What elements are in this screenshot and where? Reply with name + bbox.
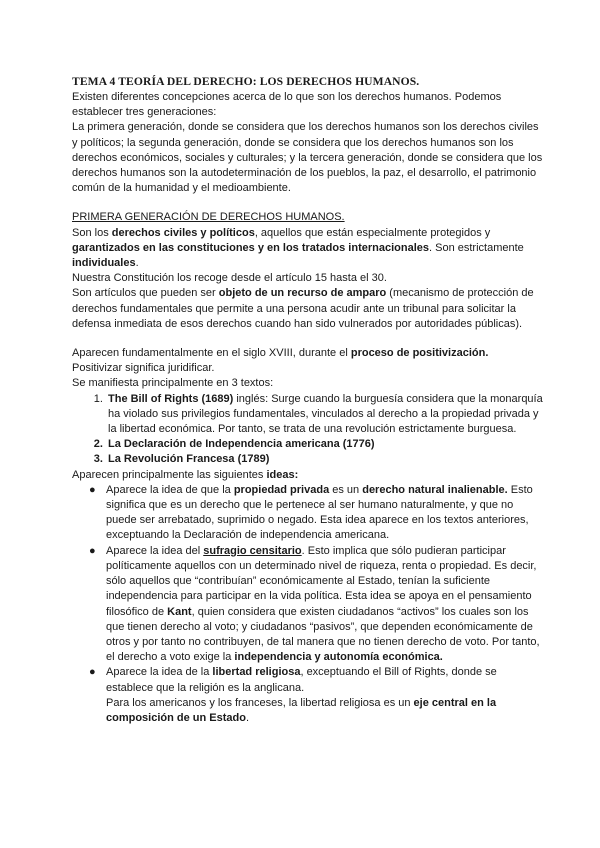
section-paragraph-6: Se manifiesta principalmente en 3 textos:	[72, 377, 274, 390]
list-item: ● Aparece la idea de que la propiedad privada es un derecho natural inalienable. Esto significa que es un derecho que le pertenece al ser humano naturalmente, y que no puede ser arrebatado, suprimido o negado. Esta idea aparece en los textos anteriores, exceptuando la Declaración de independencia americana.	[89, 483, 533, 542]
list-item: 1. The Bill of Rights (1689) inglés: Surge cuando la burguesía considera que la monarquía ha violado sus privilegios fundamentales, vinculados al derecho a la propiedad privada y la libertad económica. Por tanto, se trata de una revolución estrictamente burguesa.	[106, 392, 544, 438]
page-title: TEMA 4 TEORÍA DEL DERECHO: LOS DERECHOS HUMANOS.	[72, 75, 420, 88]
section-paragraph-4: Aparecen fundamentalmente en el siglo XVIII, durante el proceso de positivización.	[72, 347, 489, 360]
section-paragraph-2: Nuestra Constitución los recoge desde el artículo 15 hasta el 30.	[72, 272, 387, 285]
intro-paragraph-2: La primera generación, donde se considera que los derechos humanos son los derechos civiles y políticos; la segunda generación, donde se considera que los derechos humanos son los derechos económicos, sociales y culturales; y la tercera generación, donde se considera que los derechos humanos son la autodeterminación de los pueblos, la paz, el desarrollo, el patrimonio común de la humanidad y el medioambiente.	[72, 121, 543, 195]
spacer	[72, 196, 544, 210]
list-item: ● Aparece la idea del sufragio censitario. Esto implica que sólo pudieran participar políticamente aquellos con un determinado nivel de riqueza, renta o propiedad. Es decir, sólo aquellos que “contribuían” económicamente al Estado, tenían la suficiente independencia para participar en la vida política. Esta idea se apoya en el pensamiento filosófico de Kant, quien considera que existen ciudadanos “activos” los cuales son los que tienen derecho al voto; y ciudadanos “pasivos”, que dependen económicamente de otros y por tanto no contribuyen, de tal manera que no tienen derecho de voto. Por tanto, el derecho a voto exige la independencia y autonomía económica.	[89, 544, 540, 664]
bullet-icon: ●	[89, 666, 96, 679]
section-paragraph-1: Son los derechos civiles y políticos, aquellos que están especialmente protegidos y garantizados en las constituciones y en los tratados internacionales. Son estrictamente individuales.	[72, 226, 524, 270]
section-heading: PRIMERA GENERACIÓN DE DERECHOS HUMANOS.	[72, 211, 345, 224]
section-paragraph-5: Positivizar significa juridificar.	[72, 362, 215, 375]
ideas-intro: Aparecen principalmente las siguientes ideas:	[72, 468, 299, 481]
list-item: 2. La Declaración de Independencia americana (1776)	[106, 437, 544, 452]
list-item: 3. La Revolución Francesa (1789)	[106, 452, 544, 467]
spacer	[72, 332, 544, 346]
bullet-icon: ●	[89, 483, 96, 496]
bullet-icon: ●	[89, 544, 96, 557]
texts-list	[72, 392, 544, 468]
ideas-list	[72, 483, 544, 726]
intro-paragraph-1: Existen diferentes concepciones acerca de lo que son los derechos humanos. Podemos establecer tres generaciones:	[72, 91, 502, 119]
section-paragraph-3: Son artículos que pueden ser objeto de un recurso de amparo (mecanismo de protección de derechos fundamentales que permite a una persona acudir ante un tribunal para solicitar la defensa inmediata de esos derechos cuando han sido vulnerados por autoridades públicas).	[72, 287, 534, 330]
list-item: ● Aparece la idea de la libertad religiosa, exceptuando el Bill of Rights, donde se establece que la religión es la anglicana. Para los americanos y los franceses, la libertad religiosa es un eje central en la composición de un Estado.	[89, 666, 497, 724]
